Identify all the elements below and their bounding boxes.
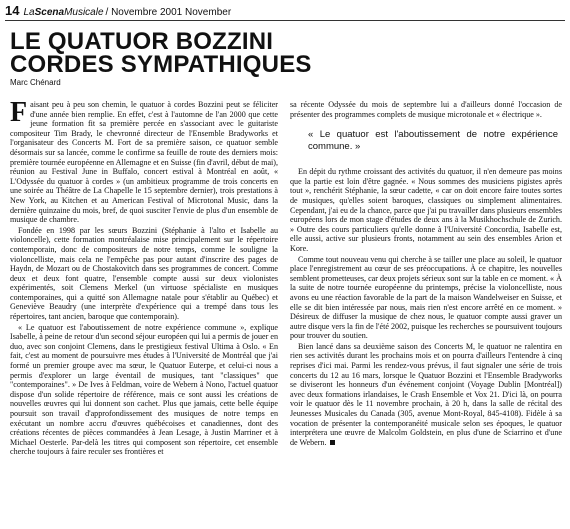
title-line-2: CORDES SYMPATHIQUES <box>10 51 312 78</box>
right-column <box>290 100 562 448</box>
author-byline: Marc Chénard <box>10 78 61 87</box>
paragraph: Fondée en 1998 par les sœurs Bozzini (Stéphanie à l'alto et Isabelle au violoncelle), cette formation montréalaise mise principalement sur le répertoire contemporain, donc de compositeurs de notre temps, comme le souligne la violoncelliste, mais cela ne l'empêche pas pour autant d'inscrire des pages de Haydn, de Mozart ou de Chostakovitch dans ses programmes de concert. Comme deux et deux font quatre, l'ensemble compte aussi sur deux violonistes expérimentés, soit Clemens Merkel (un virtuose spécialiste en musiques contemporaines, qui a quitté son Allemagne natale pour s'établir au Québec) et Geneviève Beaudry (une interprète d'expérience qui a trempé dans tous les répertoires, tant ancien, baroque que contemporain). <box>10 225 278 322</box>
brand-musicale: Musicale <box>64 7 104 18</box>
paragraph <box>10 97 279 225</box>
paragraph: « Le quatuor est l'aboutissement de notre expérience commune », explique Isabelle, à peine de retour d'un second séjour européen qui lui a permis de jouer en duo, avec son conjoint Clemens, dans le prestigieux festival Ultima à Oslo. « En fait, c'est au moment de poursuivre mes études à l'Université de Montréal que j'ai formé un premier groupe avec ma sœur, le Quatuor Euterpe, et celui-ci nous a permis d'explorer un large éventail de musiques, tant "classiques" que "contemporaines". » De Ives à Feldman, voire de Webern à Nono, l'actuel quatuor dispose d'un solide répertoire de référence, mais ce sont aussi les créations de nouvelles œuvres qui lui donnent son cachet. Plus que jamais, cette belle équipe poursuit son travail d'approfondissement des musiques de notre temps en exécutant un nombre accru d'œuvres québécoises et canadiennes, dont des créations récentes de pièces commandées à Jean Lesage, à Justin Marriner et à Michael Oesterle. Par-delà les titres qui composent son répertoire, cet ensemble cherche toujours à faire reculer ses frontières et <box>10 322 278 457</box>
pull-quote: « Le quatuor est l'aboutissement de notre expérience commune. » <box>308 129 558 153</box>
article-title <box>10 30 550 76</box>
paragraph <box>290 342 562 448</box>
brand-la: La <box>23 7 35 18</box>
paragraph: Comme tout nouveau venu qui cherche à se tailler une place au soleil, le quatuor place l'enregistrement au cœur de ses préoccupations. À ce chapitre, les nouvelles semblent prometteuses, car deux projets sérieux sont sur la table en ce moment. « À la suite de notre tournée européenne du printemps, précise la violoncelliste, nous avons eu une réaction favorable de la part de la maison Wandelweiser en Suisse, et elle se dit bien intéressée par nous, mais rien n'est encore arrêté en ce moment. » Désireux de diffuser la musique de chez nous, le quatuor compte aussi graver un autre disque vers la fin de l'été 2002, puisque les recherches se poursuivent toujours pour trouver du soutien. <box>290 254 562 341</box>
page-number: 14 <box>5 3 20 18</box>
paragraph: sa récente Odyssée du mois de septembre lui a d'ailleurs donné l'occasion de présenter des programmes complets de musique microtonale et « électrique ». <box>290 100 562 119</box>
paragraph: En dépit du rythme croissant des activités du quatuor, il n'en demeure pas moins que la partie est loin d'être gagnée. « Nous sommes des musiciens pigistes après tout », renchérit Stéphanie, la sœur cadette, « car on doit encore faire toutes sortes de musiques, qu'elles soient baroques, classiques ou simplement alimentaires. Cependant, j'ai eu de la chance, parce que j'ai pu travailler dans plusieurs ensembles européens lors de mon stage d'études de deux ans à la Musikhochschule de Zurich. » Outre des cours particuliers qu'elle donne à l'Université Concordia, Isabelle est, elle aussi, active sur plusieurs fronts, notamment au sein des ensembles Arion et Kore. <box>290 167 562 253</box>
issue-date: / Novembre 2001 November <box>105 7 232 18</box>
page-header <box>5 3 565 19</box>
end-mark-icon <box>330 440 335 445</box>
paragraph-text: Bien lancé dans sa deuxième saison des Concerts M, le quatuor ne ralentira en rien ses activités durant les prochains mois et on pourra d'ailleurs l'entendre à cinq reprises d'ici mai. Parmi les rendez-vous prévus, il faut signaler une série de trois concerts du 12 au 16 mars, lorsque le Quatuor Bozzini et l'Ensemble Bradyworks se diviseront les honneurs d'un événement conjoint (Voyage Dublin [Montréal]) avec deux formations irlandaises, le Crash Ensemble et Vox 21. D'ici là, on pourra voir le quatuor dès le 11 novembre prochain, à 20 h, dans la salle de récital des Jeunesses Musicales du Canada (305, avenue Mont-Royal, 845-4108). Fidèle à sa vocation de présenter la contemporanéité musicale selon ses époques, le quatuor interprétera une œuvre de Malcolm Goldstein, en plus d'une de Sciarrino et d'une de Webern. <box>290 341 562 447</box>
paragraph-text: aisant peu à peu son chemin, le quatuor à cordes Bozzini peut se féliciter d'une année bien remplie. En effet, c'est à l'automne de l'an 2000 que cette jeune formation fit sa première percée en s'associant avec le guitariste compositeur Tim Brady, le chevronné directeur de l'Ensemble Bradyworks et l'organisateur des Concerts M. Fort de sa première saison, ce quatuor semble désormais sur sa lancée, comme le confirme sa feuille de route des derniers mois: première tournée européenne en Allemagne et en Suisse (fin d'avril, début de mai), réunion au Festival June in Buffalo, concert estival à Montréal en août, « L'Odyssée du quatuor à cordes » (un ambitieux programme de trois concerts en une soirée au Théâtre de La Chapelle le 15 septembre dernier), trois prestations à New York, au Kitchen et au American Festival of Microtonal Music, dans la dernière quinzaine du mois, bref, de quoi susciter l'envie de plus d'un ensemble de musique de chambre. <box>10 100 279 225</box>
header-rule <box>5 20 565 21</box>
title-line-1: LE QUATUOR BOZZINI <box>10 28 274 55</box>
drop-cap: F <box>10 97 28 128</box>
brand-scena: Scena <box>34 7 65 18</box>
left-column <box>10 97 279 458</box>
